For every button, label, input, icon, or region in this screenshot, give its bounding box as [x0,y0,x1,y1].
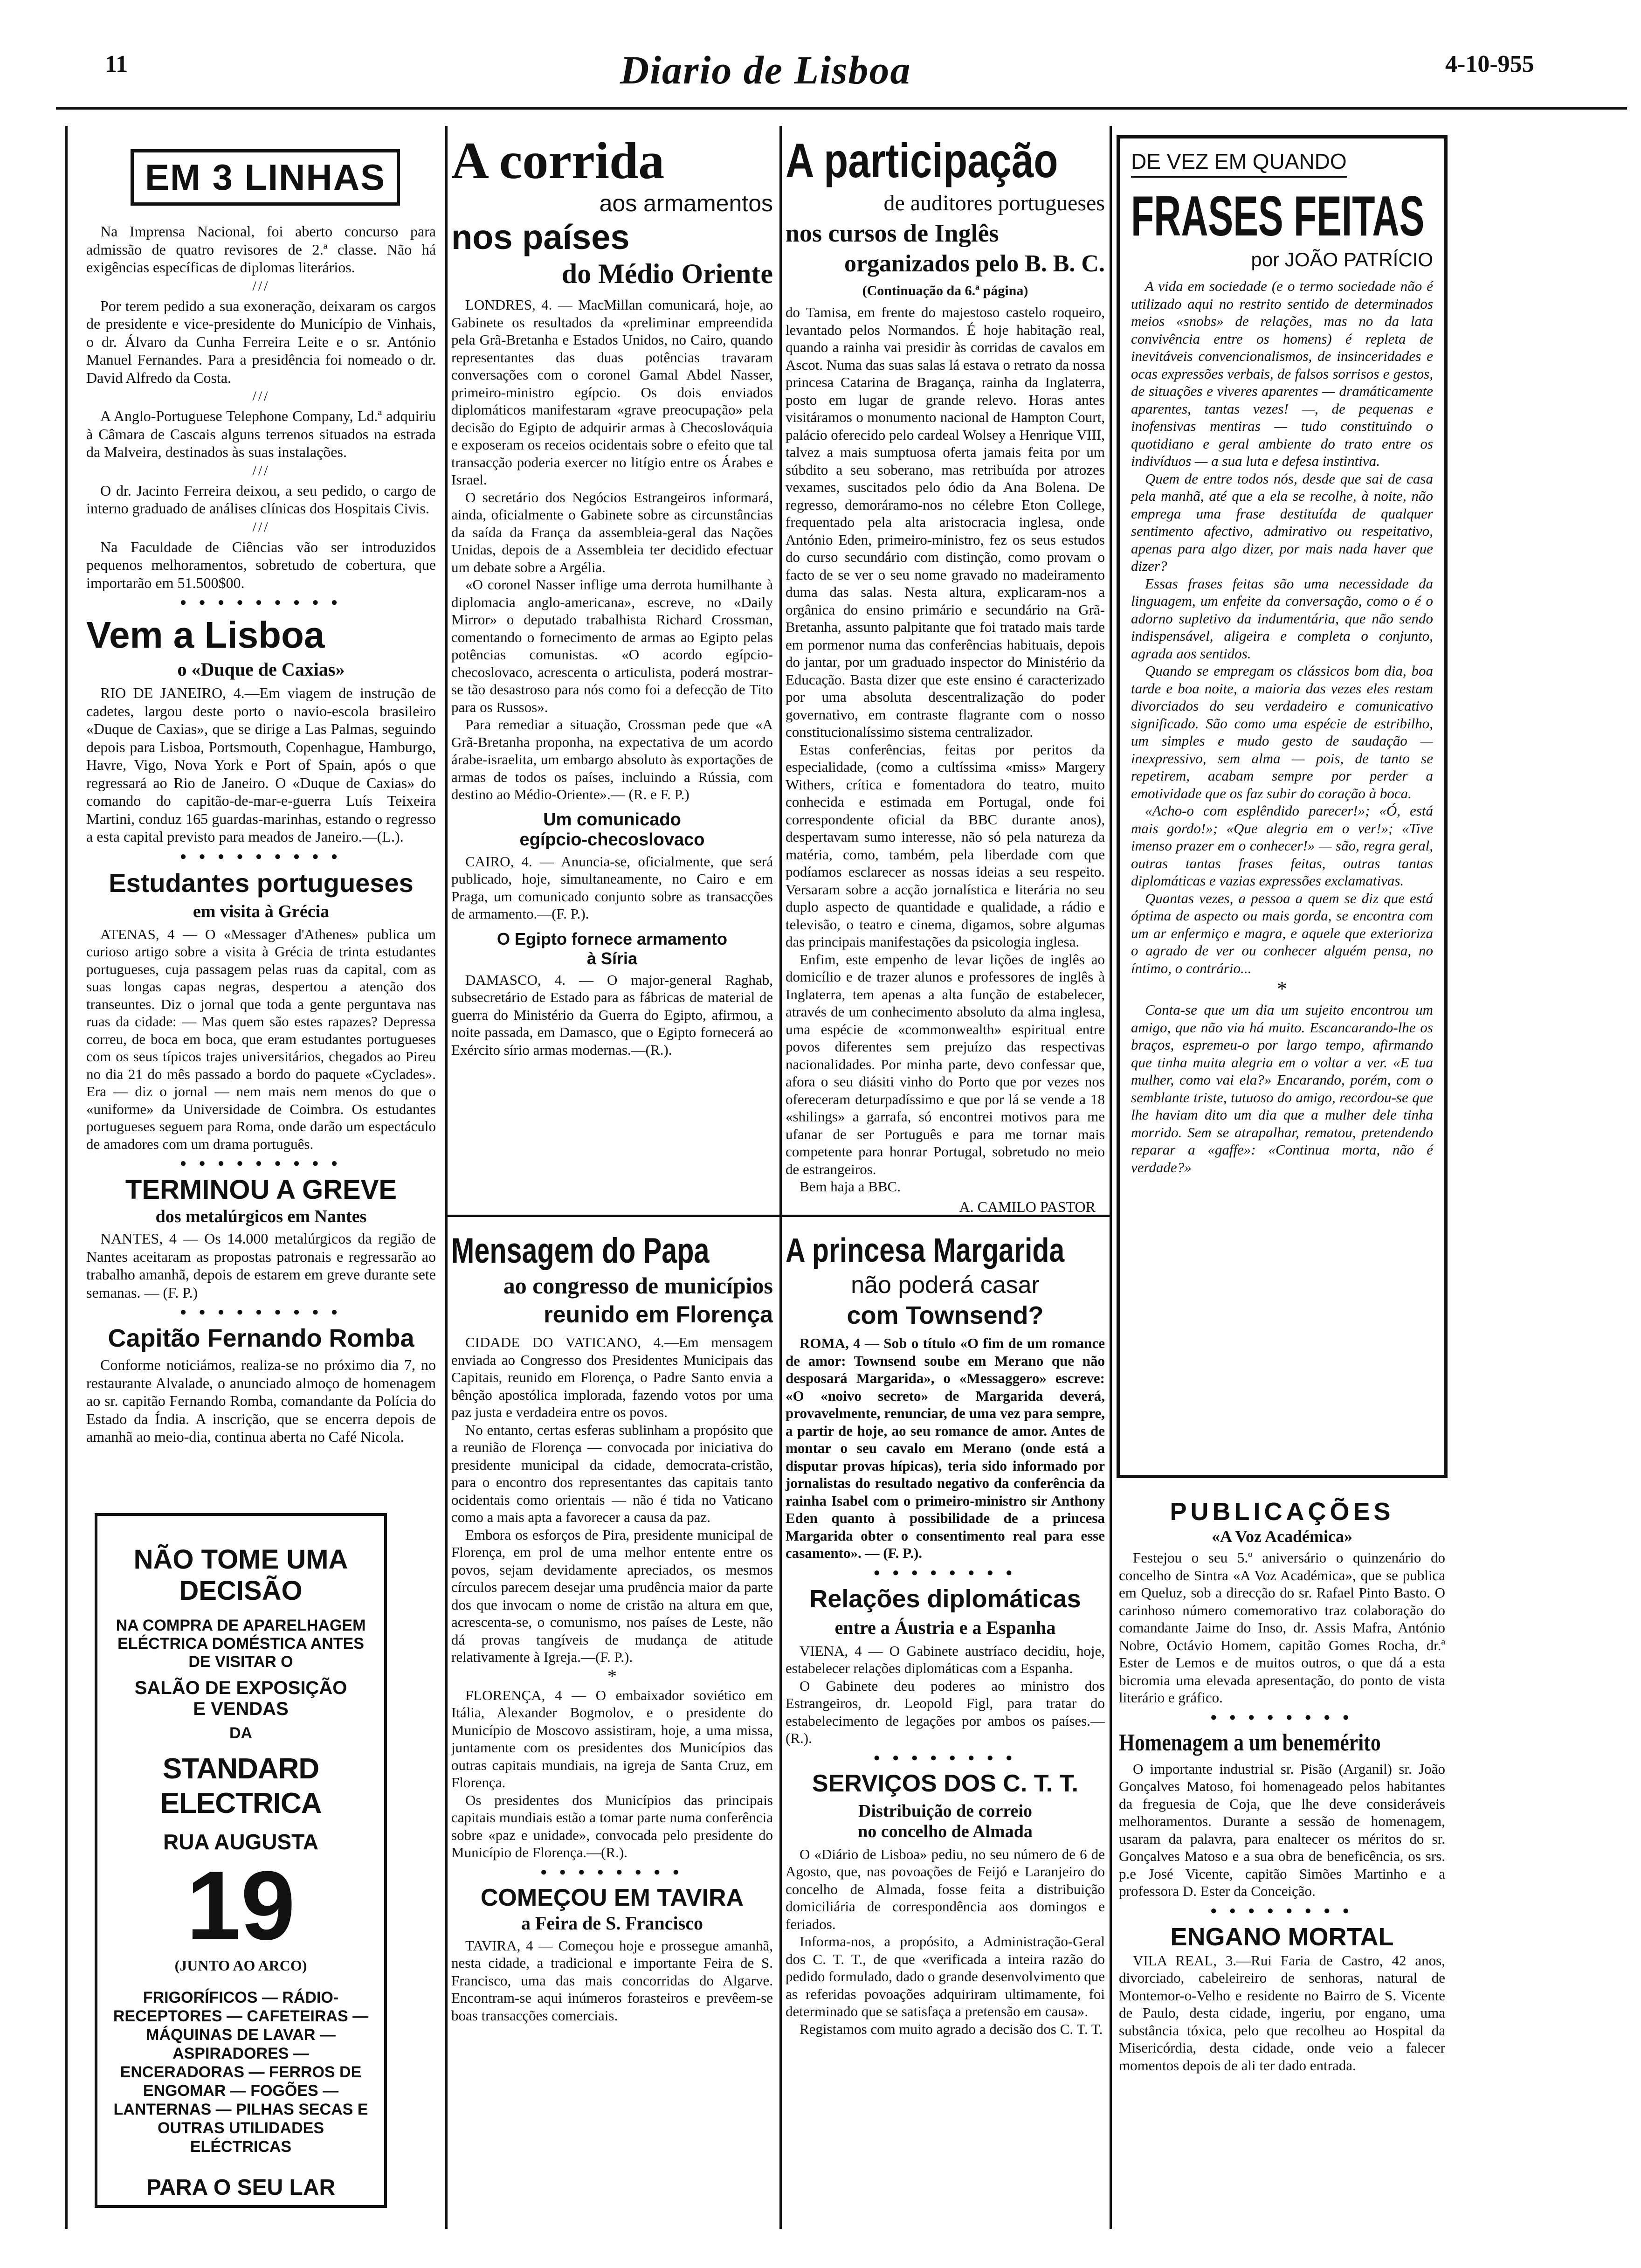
ad-street: RUA AUGUSTA [163,1830,319,1854]
column-paragraph: Conta-se que um dia um sujeito encontrou um amigo, que não via há muito. Escancarando-lhe os braços, espremeu-o por largo tempo, afirmando que tinha muita alegria em o voltar a ver. «E tua mulher, como vai ela?» Encarando, porém, com o semblante triste, tutuoso do amigo, recordou-se que lhe haviam dito um dia que a mulher dele tinha morrido. Sem se atrapalhar, rematou, pretendendo reparar a «gaffe»: «Continua morta, não é verdade?» [1131,1002,1433,1175]
romba-body: Conforme noticiámos, realiza-se no próximo dia 7, no restaurante Alvalade, o anunciado almoço de homenagem ao sr. capitão Fernando Romba, comandante da Polícia do Estado da Índia. A inscrição, que se encerra depois de amanhã ao meio-dia, continua aberta no Café Nicola. [86,1356,436,1445]
page-number: 11 [105,51,128,77]
margarida-title: A princesa Margarida [786,1232,1065,1269]
romba-title: Capitão Fernando Romba [108,1324,414,1352]
margarida-title-3: com Townsend? [847,1301,1044,1329]
papa-paragraph: FLORENÇA, 4 — O embaixador soviético em Itália, Alexander Bogmolov, e o presidente do Município de Moscovo assistiram, hoje, a uma missa, juntamente com os presidentes dos Municípios das outras capitais mundiais, na igreja de Santa Cruz, em Florença. [451,1687,773,1791]
column-paragraph: Essas frases feitas são uma necessidade da linguagem, um enfeite da conversação, como o é o adorno supletivo da indumentária, que não sendo indispensável, aligeira e completa o conjunto, agrada aos sentidos. [1131,575,1433,662]
relacoes-paragraph: VIENA, 4 — O Gabinete austríaco decidiu, hoje, estabelecer relações diplomáticas com a Espanha. [786,1642,1105,1676]
publicacoes-subtitle: «A Voz Académica» [1212,1527,1352,1546]
ad-closing: PARA O SEU LAR [146,2175,336,2200]
divider: ● ● ● ● ● ● ● ● ● [179,1157,343,1169]
divider: ● ● ● ● ● ● ● ● [873,1751,1017,1764]
ctt-paragraph: Informa-nos, a propósito, a Administração-Geral dos C. T. T., de que «verificada a inteira razão do pedido formulado, dado o grande desenvolvimento que as referidas povoações adquiriram ultimamente, foi determinado que se satisfaça a pretensão em causa». [786,1933,1105,2019]
ctt-paragraph: Registamos com muito agrado a decisão dos C. T. T. [800,2020,1103,2037]
brief-separator: /// [252,278,270,294]
corrida-paragraph: LONDRES, 4. — MacMillan comunicará, hoje, ao Gabinete os resultados da «preliminar empreendida pela Grã-Bretanha e Estados Unidos, no Cairo, quando representantes das duas potências travaram conversações com o coronel Gamal Abdel Nasser, primeiro-ministro egípcio. Os dois enviados diplomáticos manifestaram «grave preocupação» pela decisão do Egipto de adquirir armas à Checoslováquia e exposeram os receios ocidentais sobre o efeito que tal transacção poderia exercer no litígio entre os Árabes e Israel. [451,297,773,488]
brief-separator: /// [252,519,270,535]
tavira-body: TAVIRA, 4 — Começou hoje e prossegue amanhã, nesta cidade, a tradicional e importante Feira de S. Francisco, uma das mais concorridas do Algarve. Encontram-se aqui inúmeros forasteiros e prevêem-se boas transacções comerciais. [451,1937,773,2024]
em3linhas-title: EM 3 LINHAS [131,149,400,206]
article-signature: A. CAMILO PASTOR [959,1198,1096,1215]
ad-note: (JUNTO AO ARCO) [174,1957,307,1974]
star-separator: * [1277,977,1287,1000]
publicacoes-title: PUBLICAÇÕES [1170,1498,1394,1526]
ctt-title: SERVIÇOS DOS C. T. T. [812,1770,1079,1797]
publicacoes-body: Festejou o seu 5.º aniversário o quinzenário do concelho de Sintra «A Voz Académica», que se publica em Queluz, sob a direcção do sr. Rafael Pinto Basto. O carinhoso número comemorativo traz colaboração do comandante Jaime do Inso, dr. Assis Mafra, António Nobre, Octávio Homem, capitão Gomes Rocha, dr.ª Ester de Lemos e de muitos outros, o que dá a esta bicromia uma elevada apresentação, do ponto de vista literário e gráfico. [1119,1549,1445,1706]
participacao-title-2: de auditores portugueses [883,191,1105,215]
ad-brand: STANDARD ELECTRICA [160,1753,322,1819]
participacao-paragraph: do Tamisa, em frente do majestoso castelo roqueiro, levantado pelos Normandos. É hoje habitação real, quando a rainha vai presidir às corridas de cavalos em Ascot. Numa das suas salas lá estava o retrato da nossa princesa Catarina de Bragança, rainha da Inglaterra, posto em lugar de grande relevo. Horas antes visitáramos o monumento nacional de Hampton Court, palácio oferecido pelo cardeal Wolsey a Henrique VIII, talvez a mais sumptuosa oferta jamais feita por um súbdito a seu soberano, mas retribuída por atrozes vexames, suscitados pelo ódio da Ana Bolena. De regresso, demoráramo-nos no célebre Eton College, frequentado pela alta aristocracia inglesa, onde António Eden, primeiro-ministro, fez os seus estudos do curso secundário com distinção, como provam o facto de se ver o seu nome gravado no madeiramento duma das salas. Nesta altura, explicaram-nos a orgânica do ensino primário e secundário na Grã-Bretanha, assunto palpitante que foi tratado mais tarde em pormenor numa das conferências habituais, depois do jantar, por um graduado inspector do Ministério da Educação. Basta dizer que este ensino é caracterizado por uma absoluta descentralização do poder governativo, em contraste flagrante com o nosso constitucionalíssimo sistema centralizador. [786,304,1105,740]
lisboa-subtitle: o «Duque de Caxias» [177,659,345,680]
egipto-body: DAMASCO, 4. — O major-general Raghab, subsecretário de Estado para as fábricas de material de guerra do Ministério da Guerra do Egipto, afirmou, a noite passada, em Damasco, que o Egipto fornecerá ao Exército sírio armas modernas.—(R.). [451,971,773,1058]
participacao-paragraph: Bem haja a BBC. [800,1178,901,1195]
relacoes-subtitle: entre a Áustria e a Espanha [834,1617,1056,1638]
participacao-title: A participação [786,134,1058,188]
divider: ● ● ● ● ● ● ● ● [1210,1904,1354,1917]
column-rule-3 [1110,126,1112,2229]
participacao-paragraph: Enfim, este empenho de levar lições de inglês ao domicílio e de trazer alunos e professores de inglês à Inglaterra, tem apenas a alta função de estabelecer, através de um conhecimento absoluto da alma inglesa, uma espécie de «commonwealth» espiritual entre povos diferentes sem prejuízo das respectivas nacionalidades. Por minha parte, devo confessar que, afora o seu diásiti vinho do Porto que por vezes nos ofereceram deturpadíssimo e que por lá se vende a 18 «shilings» a garrafa, só encontrei motivos para me ufanar de ser Português e para me tornar mais competente para honrar Portugal, sobretudo no meio de estrangeiros. [786,951,1105,1177]
column-paragraph: A vida em sociedade (e o termo sociedade não é utilizado aqui no restrito sentido de determinados meios «snobs» de relações, mas no da lata convivência entre os homens) é repleta de inevitáveis convencionalismos, de insinceridades e ocas expressões verbais, de falsos sorrisos e gestos, de situações e viveres aparentes — dramáticamente aparentes, tantas vezes! —, de pequenas e inofensivas mentiras — tudo constituindo o quotidiano e geral ambiente do trato entre os indivíduos — a sua luta e defesa instintiva. [1131,278,1433,469]
homenagem-title: Homenagem a um benemérito [1119,1729,1381,1756]
column-3 [786,133,1105,1216]
newspaper-title: Diario de Lisboa [620,48,911,92]
relacoes-title: Relações diplomáticas [809,1584,1081,1613]
divider: ● ● ● ● ● ● ● ● ● [179,850,343,863]
corrida-title-4: do Médio Oriente [561,258,773,289]
homenagem-body: O importante industrial sr. Pisão (Arganil) sr. João Gonçalves Matoso, foi homenageado pelos habitantes da freguesia de Coja, que lhe deve consideráveis melhoramentos. Durante a sessão de homenagem, usaram da palavra, para enaltecer os méritos do sr. Gonçalves Matoso e a sua obra de beneficência, os srs. p.e José Vicente, capitão Simões Martinho e a professora D. Ester da Conceição. [1119,1760,1445,1899]
margarida-body: ROMA, 4 — Sob o título «O fim de um romance de amor: Townsend soube em Merano que não desposará Margarida», o «Messaggero» escreve: «O «noivo secreto» de Margarida deverá, provavelmente, renunciar, de uma vez para sempre, a partir de hoje, ao seu romance de amor. Antes de montar o seu cavalo em Merano (onde está a disputar provas hípicas), teria sido informado por jornalistas do resultado negativo da conferência da rainha Isabel com o primeiro-ministro sir Anthony Eden quanto à possibilidade de a princesa Margarida obter o consentimento real para esse casamento». — (F. P.). [786,1335,1105,1561]
lisboa-body: RIO DE JANEIRO, 4.—Em viagem de instrução de cadetes, largou deste porto o navio-escola brasileiro «Duque de Caxias», que se dirige a Las Palmas, seguindo depois para Lisboa, Portsmouth, Copenhague, Hamburgo, Havre, Vigo, Nova York e Port of Spain, após o que regressará ao Rio de Janeiro. O «Duque de Caxias» do comando do capitão-de-mar-e-guerra Luís Teixeira Martini, conduz 165 guardas-marinhas, estando o regresso a esta capital previsto para meados de Janeiro.—(L.). [86,685,436,845]
divider: ● ● ● ● ● ● ● ● [873,1566,1017,1579]
engano-title: ENGANO MORTAL [1170,1922,1394,1951]
margarida-title-2: não poderá casar [851,1272,1040,1299]
greve-subtitle: dos metalúrgicos em Nantes [155,1207,367,1226]
brief-separator: /// [252,463,270,478]
ctt-subtitle: Distribuição de correio [858,1801,1032,1821]
ad-headline: NÃO TOME UMA DECISÃO [133,1544,348,1606]
comunicado-body: CAIRO, 4. — Anuncia-se, oficialmente, que será publicado, hoje, simultaneamente, no Cairo e em Praga, um comunicado conjunto sobre as transacções de armamento.—(F. P.). [451,853,773,922]
estudantes-body: ATENAS, 4 — O «Messager d'Athenes» publica um curioso artigo sobre a visita à Grécia de trinta estudantes portugueses, cuja passagem pelas ruas da capital, com as suas longas capas negras, despertou a atenção dos transeuntes. Diz o jornal que toda a gente perguntava nas ruas da cidade: — Mas quem são estes rapazes? Depressa correu, de boca em boca, que eram estudantes portugueses com os seus típicos trajes universitários, chegados ao Pireu no dia 21 do mês passado a bordo do paquete «Cyclades». Era — diz o jornal — nem mais nem menos do que o «uniforme» da Universidade de Coimbra. Os estudantes portugueses seguem para Roma, onde darão um espectáculo de amadores com um drama português. [86,926,436,1152]
papa-title: Mensagem do Papa [451,1231,710,1271]
issue-date: 4-10-955 [1445,51,1534,77]
ad-number: 19 [186,1851,296,1960]
column-1 [86,149,436,1446]
lisboa-title: Vem a Lisboa [86,614,325,656]
corrida-paragraph: «O coronel Nasser inflige uma derrota humilhante à diplomacia anglo-americana», escreve, no «Daily Mirror» o deputado trabalhista Richard Crossman, comentando o fornecimento de armas ao Egipto pelas potências comunistas. «O acordo egípcio-checoslovaco, acrescenta o articulista, poderá mostrar-se tão desastroso para nós como foi a defecção de Tito para os Russos». [451,576,773,715]
participacao-title-4: organizados pelo B. B. C. [844,250,1105,277]
standard-electrica-ad [95,1513,387,2208]
ad-products: FRIGORÍFICOS — RÁDIO-RECEPTORES — CAFETEIRAS — MÁQUINAS DE LAVAR — ASPIRADORES — ENCERADORAS — FERROS DE ENGOMAR — FOGÕES — LANTERNAS — PILHAS SECAS E OUTRAS UTILIDADES ELÉCTRICAS [113,1989,369,2156]
masthead-rule [56,107,1627,110]
frases-feitas-box [1117,135,1448,1478]
comunicado-title: Um comunicado [543,809,681,830]
estudantes-title: Estudantes portugueses [109,868,414,898]
corrida-title-2: aos armamentos [599,190,773,216]
greve-title: TERMINOU A GREVE [125,1175,397,1205]
estudantes-subtitle: em visita à Grécia [193,901,330,921]
ad-line: E VENDAS [193,1699,289,1719]
ad-line: DE VISITAR O [188,1653,293,1671]
engano-body: VILA REAL, 3.—Rui Faria de Castro, 42 anos, divorciado, cabeleireiro de senhoras, natural de Montemor-o-Velho e residente no Bairro de S. Vicente de Paulo, desta cidade, ingeriu, por engano, uma substância tóxica, pelo que recolheu ao Hospital da Misericórdia, desta cidade, onde veio a falecer momentos depois de ali ter dado entrada. [1119,1952,1445,2074]
ad-line: DA [229,1724,253,1742]
brief-item: Na Imprensa Nacional, foi aberto concurso para admissão de quatro revisores de 2.ª classe. Não há exigências específicas de diplomas literários. [86,223,436,276]
papa-paragraph: No entanto, certas esferas sublinham a propósito que a reunião de Florença — convocada por iniciativa do presidente municipal da cidade, democrata-cristão, para o encontro dos representantes das capitais tanto ocidentais como orientais — não é tida no Vaticano como a mais apta a favorecer a causa da paz. [451,1421,773,1525]
corrida-paragraph: O secretário dos Negócios Estrangeiros informará, ainda, oficialmente o Gabinete sobre as circunstâncias da saída da França da assembleia-geral das Nações Unidas, depois de a Assembleia ter decidido efectuar um debate sobre a Argélia. [451,489,773,575]
corrida-paragraph: Para remediar a situação, Crossman pede que «A Grã-Bretanha proponha, na expectativa de um acordo árabe-israelita, um embargo absoluto às exportações de armas de todos os países, incluindo a Rússia, com destino ao Médio-Oriente».— (R. e F. P.) [451,716,773,802]
tavira-subtitle: a Feira de S. Francisco [521,1912,703,1934]
column-rule-1 [445,126,448,2229]
brief-item: Por terem pedido a sua exoneração, deixaram os cargos de presidente e vice-presidente do Município de Vinhais, o dr. Álvaro da Cunha Ferreira Leite e o sr. António Manuel Fernandes. Para a presidência foi nomeado o dr. David Alfredo da Costa. [86,297,436,386]
papa-paragraph: Embora os esforços de Pira, presidente municipal de Florença, em prol de uma melhor entente entre os povos, sejam devidamente apreciados, os mesmos círculos parecem desejar uma prudência maior da parte dos que invocam o nome de cristão na altura em que, acrescenta-se, o comunismo, nos países de Leste, não dá provas tangíveis de mudança de atitude relativamente à Igreja.—(F. P.). [451,1526,773,1665]
papa-title-3: reunido em Florença [544,1301,773,1328]
corrida-title: A corrida [451,132,665,190]
frases-feitas-title: FRASES FEITAS [1131,184,1425,248]
ctt-subtitle-2: no concelho de Almada [858,1821,1033,1841]
brief-item: O dr. Jacinto Ferreira deixou, a seu pedido, o cargo de interno graduado de análises clínicas dos Hospitais Civis. [86,482,436,517]
relacoes-paragraph: O Gabinete deu poderes ao ministro dos Estrangeiros, dr. Leopold Figl, para tratar do estabelecimento de legações por ambos os países.—(R.). [786,1677,1105,1746]
continuation-note: (Continuação da 6.ª página) [862,283,1028,298]
corrida-title-3: nos países [451,218,630,256]
column-4-lower [1119,1497,1445,2074]
column-paragraph: Quem de entre todos nós, desde que sai de casa pela manhã, até que a ela se recolhe, à noite, não emprega uma frase destituída de qualquer sentimento afectivo, admirativo ou respeitativo, apenas para algo dizer, por mais nada haver que dizer? [1131,470,1433,574]
ad-line: NA COMPRA DE APARELHAGEM [116,1617,366,1634]
left-frame [65,126,68,2229]
ad-line: SALÃO DE EXPOSIÇÃO [134,1678,347,1698]
column-paragraph: Quando se empregam os clássicos bom dia, boa tarde e boa noite, a maioria das vezes eles restam divorciados do seu verdadeiro e comunicativo significado. São como uma espécie de estribilho, um simples e mudo gesto de saudação — inexpressivo, sem alma — pois, de tanto se repetirem, acabam sempre por perder a emotividade que os faz subir do coração à boca. [1131,663,1433,802]
egipto-title: O Egipto fornece armamento [496,929,728,948]
tavira-title: COMEÇOU EM TAVIRA [480,1884,744,1911]
greve-body: NANTES, 4 — Os 14.000 metalúrgicos da região de Nantes aceitaram as propostas patronais e regressarão ao trabalho amanhã, depois de estarem em greve durante sete semanas. — (F. P.) [86,1230,436,1301]
papa-title-2: ao congresso de municípios [503,1272,773,1299]
divider: ● ● ● ● ● ● ● ● [540,1866,684,1878]
ad-line: ELÉCTRICA DOMÉSTICA ANTES [117,1635,364,1653]
column-rule-2 [779,126,782,2229]
column-byline: por JOÃO PATRÍCIO [1251,249,1433,270]
egipto-subtitle: à Síria [586,948,638,968]
column-2 [451,133,773,1058]
brief-item: A Anglo-Portuguese Telephone Company, Ld.ª adquiriu à Câmara de Cascais alguns terrenos situados na estrada da Malveira, destinados às suas instalações. [86,408,436,460]
divider: ● ● ● ● ● ● ● ● ● [179,1306,343,1318]
column-paragraph: Quantas vezes, a pessoa a quem se diz que está óptima de aspecto ou mais gorda, se encontra com um ar enfermiço e magra, e aquele que exterioriza o agrado de ver ou conhecer alguém pensa, no íntimo, o contrário... [1131,890,1433,976]
participacao-paragraph: Estas conferências, feitas por peritos da especialidade, (como a cultíssima «miss» Margery Withers, crítica e fomentadora do teatro, muito conhecida e estimada em Portugal, onde foi correspondente oficial da BBC durante anos), despertavam sumo interesse, não só pela natureza da matéria, como, também, pela liberdade com que podíamos esclarecer as nossas ideias a seu respeito. Versaram sobre a acção jornalística e literária no seu duplo aspecto de quantidade e qualidade, a rádio e televisão, o teatro e cinema, digamos, sobre algumas das principais manifestações da psicologia inglesa. [786,741,1105,950]
ctt-paragraph: O «Diário de Lisboa» pediu, no seu número de 6 de Agosto, que, nas povoações de Feijó e Laranjeiro do concelho de Almada, fosse feita a distribuição domiciliária de correspondência aos domingos e feriados. [786,1846,1105,1932]
papa-paragraph: CIDADE DO VATICANO, 4.—Em mensagem enviada ao Congresso dos Presidentes Municipais das Capitais, reunido em Florença, o Padre Santo envia a bênção apostólica implorada, fazendo votos por uma paz justa e verdadeira entre os povos. [451,1334,773,1420]
divider: ● ● ● ● ● ● ● ● ● [179,596,343,608]
column-paragraph: «Acho-o com esplêndido parecer!»; «Ó, está mais gordo!»; «Que alegria em o ver!»; «Tive imenso prazer em o conhecer!» — são, regra geral, outras tantas frases feitas, outras tantas diplomáticas e vazias expressões exclamativas. [1131,802,1433,889]
participacao-title-3: nos cursos de Inglês [786,219,999,247]
brief-separator: /// [252,388,270,404]
column-3-lower [786,1231,1105,2038]
star-separator: * [607,1665,617,1687]
comunicado-subtitle: egípcio-checoslovaco [519,830,705,850]
column-2-lower [451,1231,773,2024]
divider: ● ● ● ● ● ● ● ● [1210,1711,1354,1723]
brief-item: Na Faculdade de Ciências vão ser introduzidos pequenos melhoramentos, sobretudo de cobertura, que importarão em 51.500$00. [86,538,436,591]
papa-paragraph: Os presidentes dos Municípios das principais capitais mundiais estão a tomar parte numa conferência sobre «paz e unidade», convocada pelo presidente do Município de Florença.—(R.). [451,1791,773,1860]
column-label: DE VEZ EM QUANDO [1131,149,1347,178]
